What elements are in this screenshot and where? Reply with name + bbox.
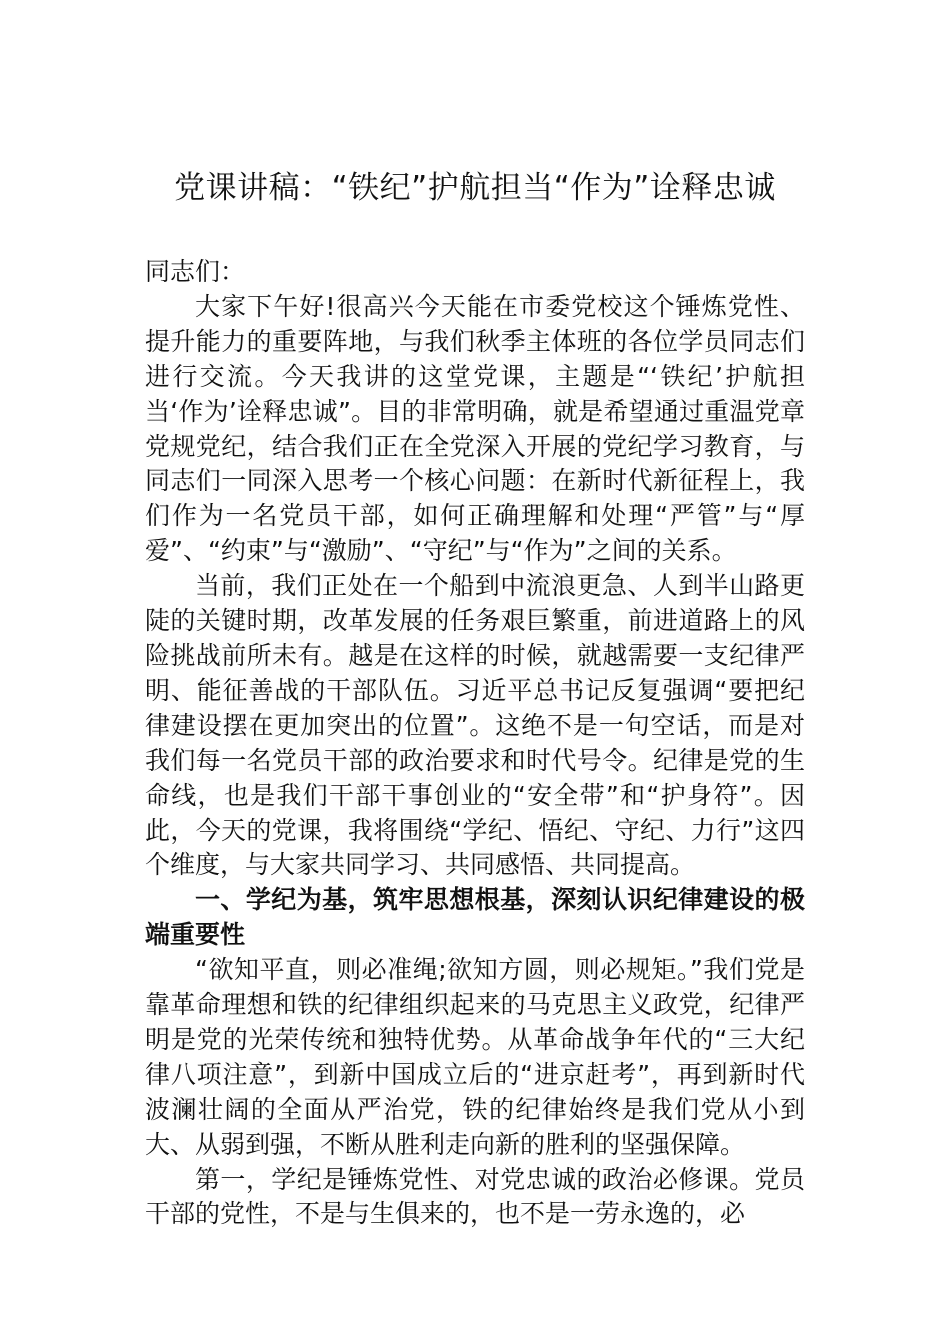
document-title: 党课讲稿：“铁纪”护航担当“作为”诠释忠诚 [174, 170, 776, 206]
salutation: 同志们： [145, 257, 246, 286]
document-body [145, 255, 805, 1232]
section-heading: 一、学纪为基，筑牢思想根基，深刻认识纪律建设的极端重要性 [145, 885, 805, 950]
paragraph-opening: 大家下午好!很高兴今天能在市委党校这个锤炼党性、提升能力的重要阵地，与我们秋季主体班的各位学员同志们进行交流。今天我讲的这堂党课，主题是“‘铁纪’护航担当‘作为’诠释忠诚”。目的非常明确，就是希望通过重温党章党规党纪，结合我们正在全党深入开展的党纪学习教育，与同志们一同深入思考一个核心问题：在新时代新征程上，我们作为一名党员干部，如何正确理解和处理“严管”与“厚爱”、“约束”与“激励”、“守纪”与“作为”之间的关系。 [145, 291, 805, 566]
paragraph-section1-first: 第一，学纪是锤炼党性、对党忠诚的政治必修课。党员干部的党性，不是与生俱来的，也不是一劳永逸的，必 [145, 1164, 805, 1229]
paragraph-section1-intro: “欲知平直，则必准绳;欲知方圆，则必规矩。”我们党是靠革命理想和铁的纪律组织起来的马克思主义政党，纪律严明是党的光荣传统和独特优势。从革命战争年代的“三大纪律八项注意”，到新中国成立后的“进京赶考”，再到新时代波澜壮阔的全面从严治党，铁的纪律始终是我们党从小到大、从弱到强，不断从胜利走向新的胜利的坚强保障。 [145, 955, 805, 1159]
paragraph-context: 当前，我们正处在一个船到中流浪更急、人到半山路更陡的关键时期，改革发展的任务艰巨繁重，前进道路上的风险挑战前所未有。越是在这样的时候，就越需要一支纪律严明、能征善战的干部队伍。习近平总书记反复强调“要把纪律建设摆在更加突出的位置”。这绝不是一句空话，而是对我们每一名党员干部的政治要求和时代号令。纪律是党的生命线，也是我们干部干事创业的“安全带”和“护身符”。因此，今天的党课，我将围绕“学纪、悟纪、守纪、力行”这四个维度，与大家共同学习、共同感悟、共同提高。 [145, 571, 805, 880]
